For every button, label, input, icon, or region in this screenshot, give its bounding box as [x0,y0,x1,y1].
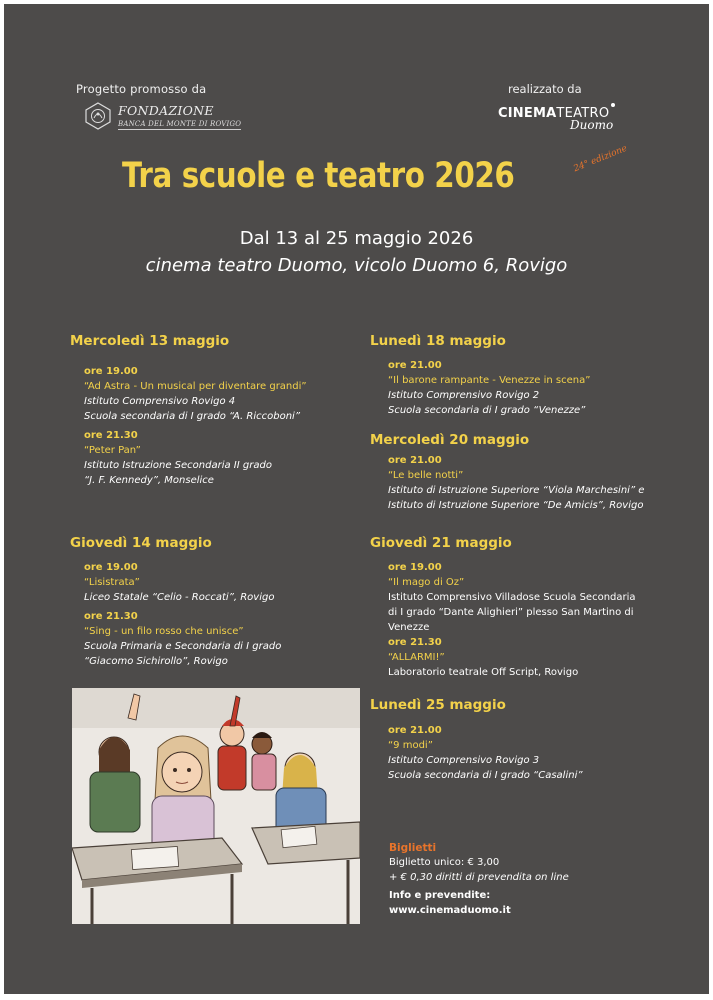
festival-dates: Dal 13 al 25 maggio 2026 [239,228,474,249]
event-school: “Giacomo Sichirollo”, Rovigo [84,656,228,667]
event-title: “Sing - un filo rosso che unisce” [84,626,244,637]
promoter-label: Progetto promosso da [76,82,207,96]
cinema-teatro-logo [498,102,658,138]
event-title: “Lisistrata” [84,577,140,588]
day-heading-21: Giovedì 21 maggio [370,535,512,551]
producer-label: realizzato da [508,82,582,96]
day-heading-14: Giovedì 14 maggio [70,535,212,551]
event-school: “J. F. Kennedy”, Monselice [84,475,214,486]
event-school: Istituto Comprensivo Rovigo 2 [388,390,540,401]
event-school: Istituto di Istruzione Superiore “Viola Marchesini” e [388,485,645,496]
ticket-price: Biglietto unico: € 3,00 [389,857,500,868]
event-school: Venezze [388,622,430,633]
event-title: “Il barone rampante - Venezze in scena” [388,375,591,386]
brand-teatro: TEATRO [556,106,610,121]
event-title: “Ad Astra - Un musical per diventare grandi” [84,381,307,392]
day-heading-13: Mercoledì 13 maggio [70,333,230,349]
event-school: Istituto Istruzione Secondaria II grado [84,460,272,471]
foundation-subname: BANCA DEL MONTE DI ROVIGO [118,120,242,128]
event-school: Istituto Comprensivo Rovigo 3 [388,755,540,766]
foundation-name: FONDAZIONE [118,103,214,118]
event-time: ore 21.30 [84,611,138,622]
producer-block [498,82,658,138]
event-time: ore 21.00 [388,455,442,466]
day-heading-18: Lunedì 18 maggio [370,333,506,349]
brand-duomo: Duomo [570,118,614,132]
event-school: Istituto di Istruzione Superiore “De Amicis”, Rovigo [388,500,644,511]
event-time: ore 19.00 [84,562,138,573]
day-heading-20: Mercoledì 20 maggio [370,432,530,448]
poster [4,4,709,994]
event-time: ore 21.30 [84,430,138,441]
event-time: ore 19.00 [388,562,442,573]
brand-dot-icon [611,103,615,107]
event-title: “ALLARMI!” [388,652,445,663]
event-title: “Le belle notti” [388,470,464,481]
info-label: Info e prevendite: [389,890,491,901]
event-school: Istituto Comprensivo Villadose Scuola Secondaria [388,592,636,603]
ticket-fee: + € 0,30 diritti di prevendita on line [389,872,569,883]
festival-venue: cinema teatro Duomo, vicolo Duomo 6, Rovigo [145,255,568,276]
tickets-heading: Biglietti [389,842,437,854]
foundation-emblem-icon [84,102,112,130]
brand-cinema: CINEMA [498,106,557,121]
edition-badge: 24° edizione [572,143,629,175]
event-time: ore 21.00 [388,360,442,371]
event-school: Scuola Primaria e Secondaria di I grado [84,641,282,652]
website-link[interactable]: www.cinemaduomo.it [389,905,511,916]
day-heading-25: Lunedì 25 maggio [370,697,506,713]
students-classroom-illustration [72,688,360,924]
foundation-logo-row [76,100,276,134]
event-school: di I grado “Dante Alighieri” plesso San Martino di [388,607,634,618]
event-time: ore 21.30 [388,637,442,648]
event-time: ore 21.00 [388,725,442,736]
event-school: Scuola secondaria di I grado “Venezze” [388,405,586,416]
event-title: “Peter Pan” [84,445,141,456]
event-title: “Il mago di Oz” [388,577,465,588]
event-school: Laboratorio teatrale Off Script, Rovigo [388,667,579,678]
festival-title: Tra scuole e teatro 2026 [122,156,515,196]
event-school: Scuola secondaria di I grado “Casalini” [388,770,583,781]
event-title: “9 modi” [388,740,433,751]
promoter-block [76,82,276,134]
event-time: ore 19.00 [84,366,138,377]
event-school: Istituto Comprensivo Rovigo 4 [84,396,236,407]
event-school: Liceo Statale “Celio - Roccati”, Rovigo [84,592,275,603]
event-school: Scuola secondaria di I grado “A. Riccoboni” [84,411,301,422]
